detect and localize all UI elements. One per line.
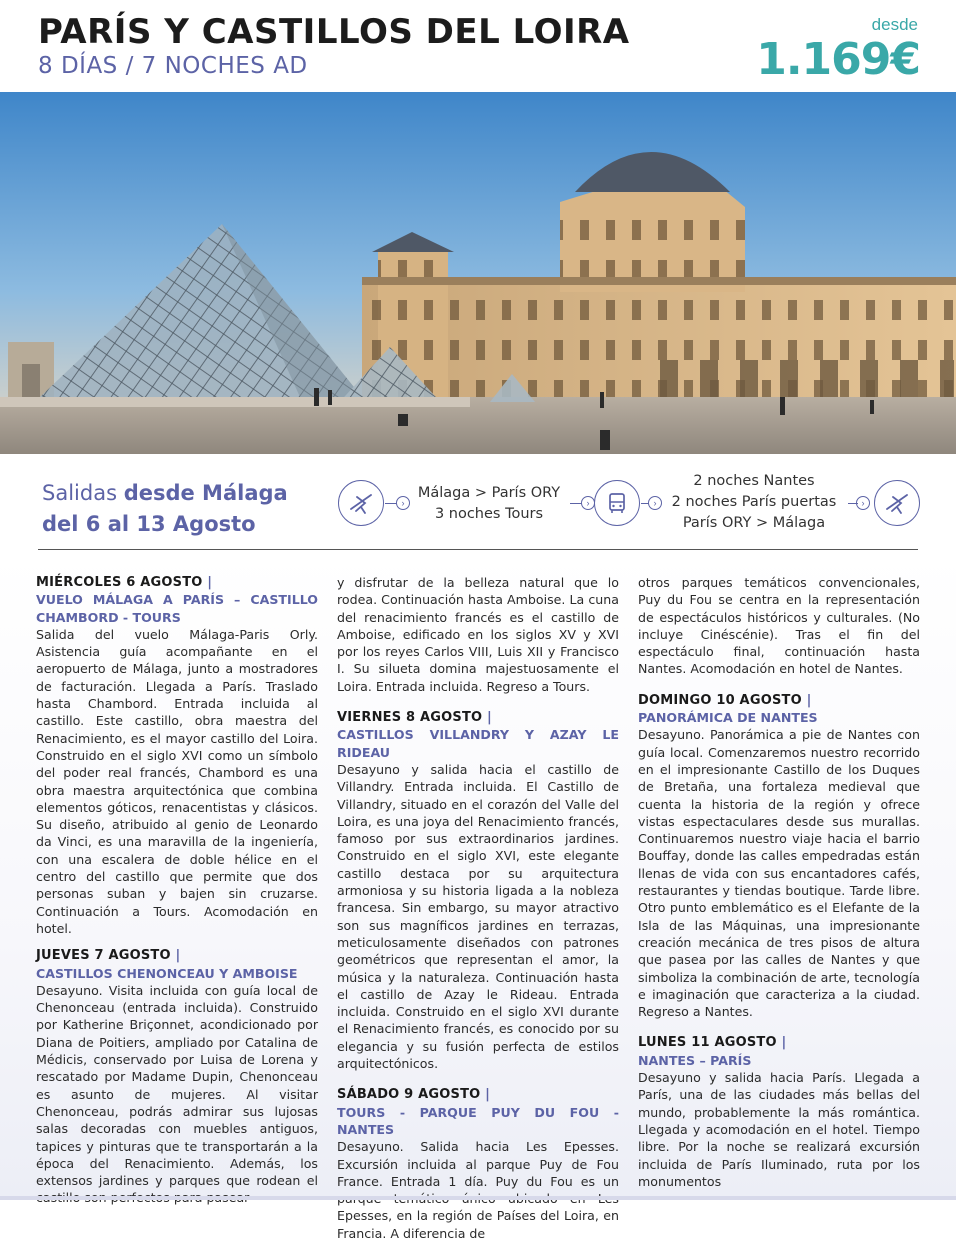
divider <box>38 549 918 550</box>
day-description: Desayuno. Visita incluida con guía local de Chenonceau (entrada incluida). Construido por Katherine Briçonnet, acondicionado por Diana de Poitiers, ampliado por Catalina de Médicis, conservado por Luisa de Lorena y rescatado por Madame Dupin, Chenonceau es asunto de mujeres. Al visitar Chenonceau, podrás admirar sus lujosas salas decoradas con muebles antiguos, tapices y pinturas que te transportarán a la época del Renacimiento. Además, los extensos jardines y parques que rodean el <box>36 982 318 1189</box>
chevron-right-icon: › <box>648 496 662 510</box>
leg2-line1: 2 noches Nantes <box>693 473 815 489</box>
departure-dates: del 6 al 13 Agosto <box>42 512 256 536</box>
route-summary <box>0 454 956 554</box>
itinerary-column-1 <box>36 574 318 1207</box>
leg1-line1: Málaga > París ORY <box>417 485 561 501</box>
day-description: Desayuno. Panorámica a pie de Nantes con guía local. Comenzaremos nuestro recorrido en el impresionante Castillo de los Duques de Bretaña, una fortaleza medieval que cuenta la historia de la región y ofrece vistas espectaculares desde sus murallas. Continuaremos nuestro viaje hacia el barrio Bouffay, donde las calles empedradas están llenas de vida con sus encantadores cafés, restaurantes y tiendas boutique. Tarde libre. Otro punto emblemático es el Elefante de la Isla de las Máquinas, una impresionante creación mecánica de tres pisos de altura que pasea por las calles de Nantes y que simboliza la combinación de arte, tecnología e imaginación que caracteriza a la ciudad. Regreso a Nantes. <box>638 727 920 1020</box>
plane-icon <box>338 480 384 526</box>
trip-duration: 8 DÍAS / 7 NOCHES AD <box>38 53 308 79</box>
departure-info <box>42 478 288 540</box>
price-from-label: desde <box>871 15 918 34</box>
day-heading: JUEVES 7 AGOSTO | <box>36 948 181 964</box>
day-subtitle: CASTILLOS VILLANDRY Y AZAY LE RIDEAU <box>337 727 619 760</box>
day-heading: DOMINGO 10 AGOSTO | <box>638 692 812 708</box>
plane-icon <box>874 480 920 526</box>
day-description: Desayuno y salida hacia París. Llegada a París, una de las ciudades más bellas del mundo, probablemente la más romántica. Llegada y acomodación en el hotel. Tiempo libre. Por la noche se realizará excursión incluida de París Iluminado, ruta por los monumentos <box>638 1070 920 1189</box>
price: 1.169€ <box>756 34 920 85</box>
day-heading: VIERNES 8 AGOSTO | <box>337 710 492 726</box>
day-heading: LUNES 11 AGOSTO | <box>638 1035 787 1051</box>
leg2-line3: París ORY > Málaga <box>682 515 826 531</box>
bus-icon <box>594 480 640 526</box>
day-subtitle: VUELO MÁLAGA A PARÍS – CASTILLO CHAMBORD - TOURS <box>36 592 318 625</box>
day-description: Desayuno. Salida hacia Les Epesses. Excursión incluida al parque Puy de Fou France. Entrada 1 día. Puy du Fou es un Epesses, en la región de Países del Loira, en Francia. A diferencia de <box>337 1139 619 1241</box>
bottom-border <box>0 1196 956 1200</box>
chevron-right-icon: › <box>581 496 595 510</box>
route-leg-2 <box>664 471 844 534</box>
departure-origin: desde Málaga <box>123 481 288 505</box>
itinerary-column-2 <box>337 574 619 1242</box>
day-description-continued: y disfrutar de la belleza natural que lo rodea. Continuación hasta Amboise. La cuna del renacimiento francés es el castillo de Amboise, edificado en los siglos XV y XVI por los reyes Carlos VIII, Luis XII y Francisco I. Su silueta domina majestuosamente el Loira. Entrada incluida. Regreso a Tours. <box>337 575 619 694</box>
chevron-right-icon: › <box>856 496 870 510</box>
day-description: Desayuno y salida hacia el castillo de Villandry. Entrada incluida. El Castillo de Villandry, situado en el corazón del Valle del Loira, es una joya del Renacimiento francés, famoso por sus extraordinarios jardines. Construido en el siglo XVI, este elegante castillo destaca por su arquitectura armoniosa y su historia ligada a la nobleza francesa. Sin embargo, su mayor atractivo son sus magníficos jardines en terrazas, meticulosamente diseñados con patrones geométricos que representan el amor, la música y la naturaleza. Continuación hasta el castillo de Azay le Rideau. Entrada incluida. Construido en el siglo XVI durante el Renacimiento francés, es conocido por su elegancia y su fusión perfecta de estilos arquitectónicos. <box>337 761 619 1072</box>
day-subtitle: CASTILLOS CHENONCEAU Y AMBOISE <box>36 965 298 981</box>
day-subtitle: PANORÁMICA DE NANTES <box>638 710 818 726</box>
route-leg-1 <box>414 483 564 525</box>
leg2-line2: 2 noches París puertas <box>671 494 837 510</box>
day-heading: SÁBADO 9 AGOSTO | <box>337 1087 491 1103</box>
day-description: Salida del vuelo Málaga-Paris Orly. Asistencia guía acompañante en el aeropuerto de Málaga, junto a mostradores de facturación. Llegada a París. Traslado hasta Chambord. Entrada incluida al castillo. Este castillo, obra maestra del Renacimiento, es el mayor castillo del Loira. Construido en el siglo XVI como un símbolo del poder real francés, Chambord es una obra maestra arquitectónica que combina elementos góticos, renacentistas y clásicos. Su diseño, atribuido al genio de Leonardo da Vinci, es una maravilla de la ingeniería, con una escalera de doble hélice en el centro del castillo que permite que dos personas suban y bajen sin cruzarse. Continuación a Tours. Acomodación en hotel. <box>36 626 318 936</box>
page-title: PARÍS Y CASTILLOS DEL LOIRA <box>38 12 630 52</box>
itinerary <box>0 554 956 1241</box>
day-description-continued: otros parques temáticos convencionales, Puy du Fou se centra en la representación de espectáculos históricos y culturales. (No incluye Cinéscénie). Tras el fin del espectáculo final, continuación hasta Nantes. Acomodación en hotel de Nantes. <box>638 575 920 677</box>
itinerary-column-3 <box>638 574 920 1190</box>
day-heading: MIÉRCOLES 6 AGOSTO | <box>36 575 213 590</box>
hero-image <box>0 92 956 454</box>
chevron-right-icon: › <box>396 496 410 510</box>
day-subtitle: NANTES – PARÍS <box>638 1052 752 1068</box>
leg1-line2: 3 noches Tours <box>434 506 544 522</box>
day-subtitle: TOURS - PARQUE PUY DU FOU - NANTES <box>337 1104 619 1137</box>
departure-label: Salidas <box>42 481 124 505</box>
